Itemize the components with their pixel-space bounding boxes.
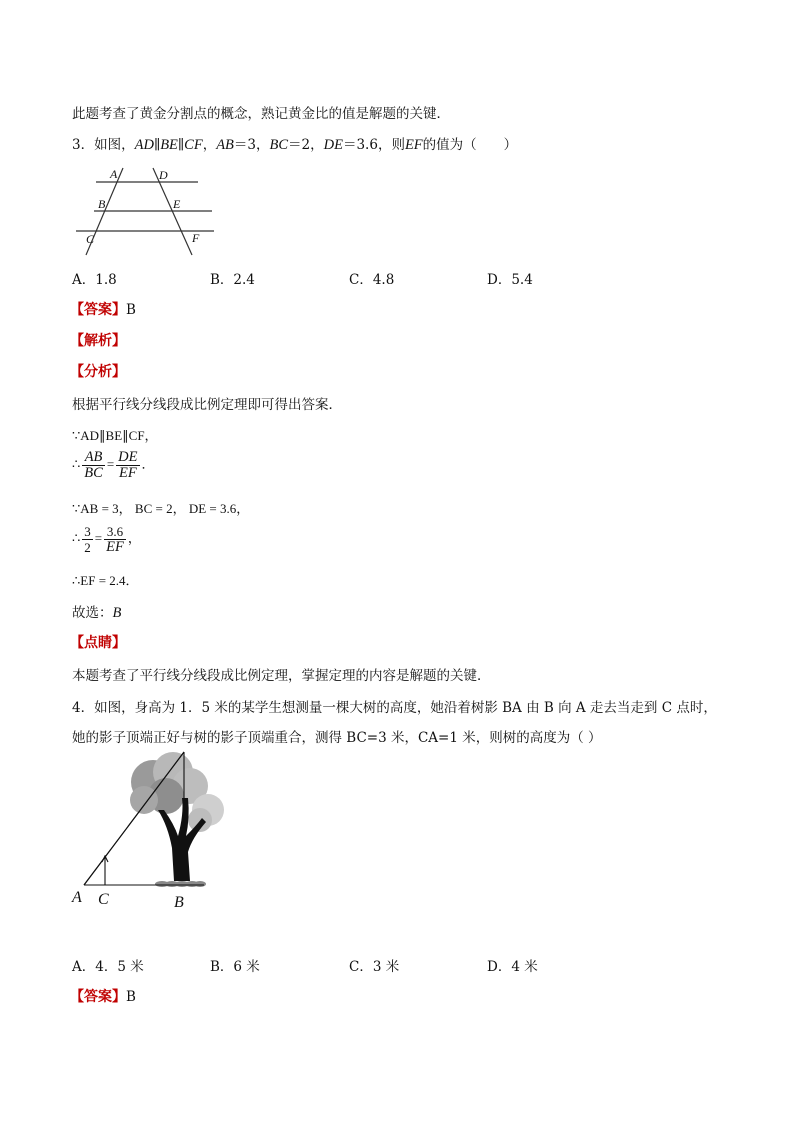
intro-text: 此题考查了黄金分割点的概念，熟记黄金比的值是解题的关键． bbox=[72, 106, 450, 122]
q3-analysis: 根据平行线分线段成比例定理即可得出答案． bbox=[72, 397, 342, 413]
label-d: D bbox=[159, 168, 168, 182]
q4-option-c: C．3 米 bbox=[349, 959, 400, 975]
frac-den: 2 bbox=[84, 540, 91, 555]
q4-tree-figure bbox=[68, 748, 238, 913]
q3-dianjing-row bbox=[70, 632, 126, 652]
q3-option-b: B．2.4 bbox=[210, 272, 255, 288]
q3-par1: ∥ bbox=[153, 137, 161, 153]
q3-option-a: A．1.8 bbox=[72, 272, 117, 288]
q3-choice-row bbox=[72, 601, 121, 622]
label-c: C bbox=[98, 891, 109, 908]
label-e: E bbox=[173, 197, 181, 211]
q3-fenxi-tag: 【分析】 bbox=[70, 364, 126, 380]
q3-jiexi-tag: 【解析】 bbox=[70, 333, 126, 349]
q3-sep1: ， bbox=[202, 137, 217, 153]
q3-step2 bbox=[72, 450, 155, 481]
q3-parallel-lines-figure bbox=[74, 160, 224, 260]
q3-ad: AD bbox=[134, 137, 154, 153]
q3-de: DE bbox=[323, 137, 343, 153]
q3-stem bbox=[72, 133, 517, 154]
q3-option-c: C．4.8 bbox=[349, 272, 395, 288]
q4-option-d: D．4 米 bbox=[487, 959, 538, 975]
q4-answer-tag: 【答案】 bbox=[70, 989, 126, 1005]
q3-step2-pre: ∴ bbox=[72, 456, 81, 472]
q3-eq-de: ＝3.6，则 bbox=[342, 137, 405, 153]
q3-step1: ∵AD∥BE∥CF， bbox=[72, 428, 158, 443]
frac-num: 3 bbox=[84, 524, 91, 539]
q3-be: BE bbox=[160, 137, 178, 153]
q3-dianjing-tag: 【点睛】 bbox=[70, 635, 126, 651]
q4-option-a: A．4．5 米 bbox=[72, 959, 144, 975]
frac-num: AB bbox=[82, 450, 105, 466]
label-c: C bbox=[86, 232, 95, 246]
q3-step4 bbox=[72, 524, 141, 555]
q4-line2: 她的影子顶端正好与树的影子顶端重合，测得 BC=3 米，CA=1 米，则树的高度为（ ） bbox=[72, 730, 602, 746]
q3-fenxi-row bbox=[70, 361, 126, 381]
q3-suffix: 的值为（ ） bbox=[422, 137, 518, 153]
frac-den: BC bbox=[84, 465, 103, 481]
q3-step4-post: ， bbox=[127, 530, 141, 546]
q3-par2: ∥ bbox=[177, 137, 185, 153]
q3-step5: ∴EF = 2.4． bbox=[72, 573, 139, 588]
tree-roots bbox=[155, 881, 206, 887]
frac-num: 3.6 bbox=[104, 524, 126, 540]
frac-den: EF bbox=[106, 539, 124, 555]
tree-crown bbox=[130, 752, 224, 832]
label-a: A bbox=[110, 167, 118, 181]
q3-choice: B bbox=[112, 605, 122, 621]
q3-eq-bc: ＝2， bbox=[288, 137, 324, 153]
q3-step4-frac1 bbox=[82, 524, 93, 555]
q3-option-d: D．5.4 bbox=[487, 272, 533, 288]
q4-line1: 4．如图，身高为 1．5 米的某学生想测量一棵大树的高度，她沿着树影 BA 由 B 向 A 走去当走到 C 点时， bbox=[72, 700, 717, 716]
q3-step2-frac1 bbox=[82, 450, 105, 481]
q3-answer: B bbox=[126, 302, 136, 318]
q3-answer-row bbox=[70, 299, 136, 319]
label-b: B bbox=[98, 197, 106, 211]
q3-eq-ab: ＝3， bbox=[233, 137, 270, 153]
q3-step3: ∵AB = 3， BC = 2， DE = 3.6， bbox=[72, 501, 250, 516]
q3-prefix: 3．如图， bbox=[72, 137, 135, 153]
q3-step4-eq: = bbox=[94, 530, 103, 546]
q3-cf: CF bbox=[184, 137, 203, 153]
q3-step2-frac2 bbox=[116, 450, 139, 481]
q3-dianjing-text: 本题考查了平行线分线段成比例定理，掌握定理的内容是解题的关键． bbox=[72, 668, 491, 684]
frac-den: EF bbox=[118, 465, 137, 481]
q3-step2-post: ． bbox=[141, 456, 155, 472]
frac-num: DE bbox=[118, 449, 138, 465]
q4-option-b: B．6 米 bbox=[210, 959, 260, 975]
label-b: B bbox=[174, 894, 184, 911]
label-a: A bbox=[72, 889, 82, 906]
q3-ef: EF bbox=[404, 137, 423, 153]
q3-jiexi-row bbox=[70, 330, 126, 350]
q3-answer-tag: 【答案】 bbox=[70, 302, 126, 318]
label-f: F bbox=[192, 231, 200, 245]
q3-step4-frac2 bbox=[104, 524, 126, 555]
q3-ab: AB bbox=[216, 137, 234, 153]
q3-step2-eq: = bbox=[106, 456, 115, 472]
q3-step4-pre: ∴ bbox=[72, 530, 81, 546]
q3-choice-label: 故选： bbox=[72, 605, 113, 621]
q3-bc: BC bbox=[269, 137, 289, 153]
q4-answer-row bbox=[70, 986, 136, 1006]
q4-answer: B bbox=[126, 989, 136, 1005]
